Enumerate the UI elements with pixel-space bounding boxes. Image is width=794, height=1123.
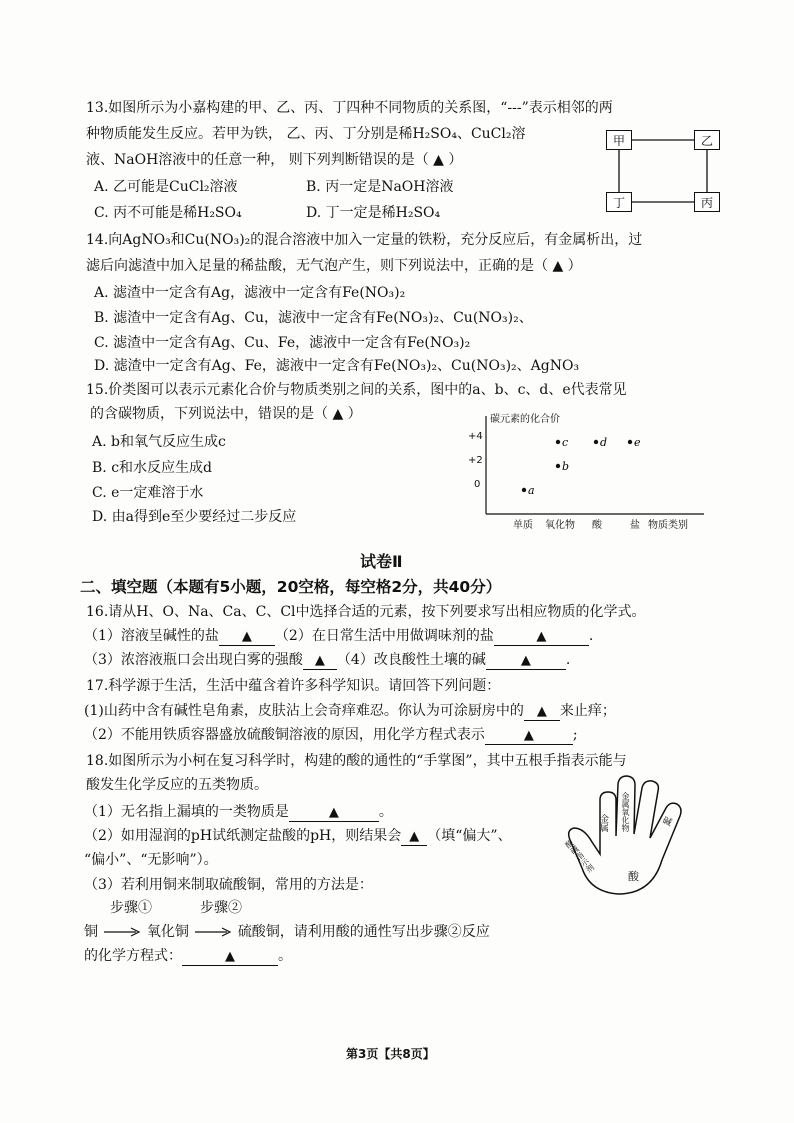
q18-sub3: （3）若利用铜来制取硫酸铜，常用的方法是： — [84, 877, 373, 893]
graph-x-tick: 单质 — [513, 520, 533, 531]
q14-option-b: B. 滤渣中一定含有Ag、Cu，滤液中一定含有Fe(NO₃)₂、Cu(NO₃)₂、 — [94, 310, 533, 326]
q16-sub1: （1）溶液呈碱性的盐 — [84, 628, 219, 644]
q15-option-d: D. 由a得到e至少要经过二步反应 — [92, 509, 297, 525]
period: 。 — [278, 948, 292, 964]
q17-sub1-end: 来止痒； — [559, 703, 616, 719]
q14-line2: 滤后向滤渣中加入足量的稀盐酸，无气泡产生，则下列说法中，正确的是（ ▲ ） — [86, 258, 582, 274]
q18-sub1: （1）无名指上漏填的一类物质是 — [84, 804, 289, 820]
graph-x-tick: 盐 — [630, 520, 640, 531]
graph-x-tick: 酸 — [592, 520, 602, 531]
q13-line2: 种物质能发生反应。若甲为铁， 乙、丙、丁分别是稀H₂SO₄、CuCl₂溶 — [86, 126, 526, 142]
chain-copper-oxide: 氧化铜 — [146, 924, 189, 940]
section-title: 二、填空题（本题有5小题，20空格，每空格2分，共40分） — [80, 578, 502, 596]
graph-point-label: e — [634, 436, 641, 449]
reaction-chain — [84, 922, 490, 942]
answer-blank[interactable] — [486, 652, 566, 670]
graph-point-e — [628, 440, 632, 444]
answer-blank[interactable] — [524, 703, 560, 721]
palm-label: 酸 — [628, 870, 639, 883]
q15-line1: 15.价类图可以表示元素化合价与物质类别之间的关系，图中的a、b、c、d、e代表常见 — [86, 382, 627, 398]
blank-triangle: ▲ — [536, 629, 547, 644]
q14-option-a: A. 滤渣中一定含有Ag，滤液中一定含有Fe(NO₃)₂ — [94, 285, 406, 301]
graph-point-label: c — [562, 436, 569, 449]
graph-axes — [468, 410, 708, 530]
q18-last-row — [84, 946, 292, 966]
blank-triangle: ▲ — [241, 629, 252, 644]
blank-triangle: ▲ — [523, 728, 534, 743]
graph-point-b — [556, 464, 560, 468]
graph-point-d — [594, 440, 598, 444]
blank-triangle: ▲ — [225, 949, 235, 964]
relation-diagram — [606, 124, 720, 216]
q18-sub2: （2）如用湿润的pH试纸测定盐酸的pH，则结果会 — [84, 828, 402, 844]
q18-row2 — [84, 826, 512, 846]
finger-label: 金属氧化物 — [621, 792, 630, 832]
step2-label: 步骤② — [200, 900, 242, 916]
period: 。 — [378, 804, 393, 820]
chain-copper-sulfate: 硫酸铜，请利用酸的通性写出步骤②反应 — [237, 924, 490, 940]
graph-x-tick: 氧化物 — [545, 520, 575, 531]
q13-option-a: A. 乙可能是CuCl₂溶液 — [94, 179, 238, 195]
q18-line1: 18.如图所示为小柯在复习科学时，构建的酸的通性的“手掌图”，其中五根手指表示能与 — [86, 753, 627, 769]
graph-y-title: 碳元素的化合价 — [490, 414, 560, 425]
answer-blank[interactable] — [182, 948, 278, 966]
step1-label: 步骤① — [110, 900, 152, 916]
page-footer: 第3页【共8页】 — [346, 1047, 435, 1061]
q18-last: 的化学方程式： — [84, 948, 182, 964]
q15-option-c: C. e一定难溶于水 — [92, 485, 204, 501]
answer-blank[interactable] — [494, 628, 589, 646]
q15-option-a: A. b和氧气反应生成c — [92, 434, 226, 450]
answer-blank[interactable] — [289, 804, 379, 822]
graph-point-c — [556, 440, 560, 444]
part-title: 试卷Ⅱ — [360, 552, 403, 571]
q17-sub2: （2）不能用铁质容器盛放硫酸铜溶液的原因，用化学方程式表示 — [84, 727, 485, 743]
q13-option-b: B. 丙一定是NaOH溶液 — [306, 179, 454, 195]
box-ding: 丁 — [606, 192, 632, 212]
graph-y-tick: +2 — [468, 455, 483, 466]
q17-row1 — [84, 701, 616, 721]
box-jia: 甲 — [606, 130, 632, 150]
graph-point-label: d — [600, 436, 608, 449]
blank-triangle: ▲ — [536, 704, 547, 719]
q15-option-b: B. c和水反应生成d — [92, 460, 212, 476]
graph-y-tick: +4 — [468, 431, 483, 442]
q13-option-d: D. 丁一定是稀H₂SO₄ — [306, 205, 441, 221]
q16-sub4: （4）改良酸性土壤的碱 — [336, 652, 486, 668]
q17-sub1: (1)山药中含有碱性皂角素，皮肤沾上会奇痒难忍。你认为可涂厨房中的 — [84, 703, 524, 719]
blank-triangle: ▲ — [520, 653, 531, 668]
q16-row2: （3）浓溶液瓶口会出现白雾的强酸 ▲ （4）改良酸性土壤的碱 ▲ . — [84, 652, 571, 668]
box-bing: 丙 — [694, 192, 720, 212]
answer-blank[interactable] — [485, 727, 573, 745]
q13-line1: 13.如图所示为小嘉构建的甲、乙、丙、丁四种不同物质的关系图，“---”表示相邻的两 — [86, 100, 613, 116]
answer-blank[interactable] — [401, 828, 427, 846]
finger-label: 酸碱指示剂 — [563, 837, 596, 875]
q16-sub3: （3）浓溶液瓶口会出现白雾的强酸 — [84, 652, 303, 668]
q18-sub2-hint: （填“偏大”、 — [427, 828, 512, 844]
q18-sub2-hint-cont: “偏小”、“无影响”）。 — [84, 852, 218, 868]
right-arrow-icon — [102, 927, 142, 937]
q14-line1: 14.向AgNO₃和Cu(NO₃)₂的混合溶液中加入一定量的铁粉，充分反应后，有金属析出，过 — [86, 232, 643, 248]
q13-option-c: C. 丙不可能是稀H₂SO₄ — [94, 205, 242, 221]
q13-line3: 液、NaOH溶液中的任意一种， 则下列判断错误的是（ ▲ ） — [86, 152, 463, 168]
blank-triangle: ▲ — [409, 829, 420, 844]
q18-row1 — [84, 802, 393, 822]
blank-triangle: ▲ — [328, 805, 339, 820]
chain-copper: 铜 — [84, 924, 98, 940]
q17-row2: （2）不能用铁质容器盛放硫酸铜溶液的原因，用化学方程式表示 ▲ ; — [84, 727, 578, 743]
graph-point-label: b — [562, 460, 570, 473]
right-arrow-icon — [193, 927, 233, 937]
answer-blank[interactable] — [303, 652, 337, 670]
box-yi: 乙 — [694, 130, 720, 150]
valence-class-graph — [468, 410, 708, 530]
blank-triangle: ▲ — [314, 653, 325, 668]
q15-line2: 的含碳物质，下列说法中，错误的是（ ▲ ） — [90, 406, 362, 422]
q16-sub2: （2）在日常生活中用做调味剂的盐 — [274, 628, 494, 644]
finger-label: 碱 — [659, 814, 673, 827]
q16-line1: 16.请从H、O、Na、Ca、C、Cl中选择合适的元素，按下列要求写出相应物质的化学式。 — [86, 604, 646, 620]
answer-blank[interactable] — [219, 628, 275, 646]
q14-option-c: C. 滤渣中一定含有Ag、Cu、Fe，滤液中一定含有Fe(NO₃)₂ — [94, 335, 471, 351]
graph-point-a — [522, 488, 526, 492]
finger-label: 金属 — [598, 814, 608, 832]
graph-y-tick: 0 — [474, 479, 481, 490]
q18-line2: 酸发生化学反应的五类物质。 — [86, 777, 268, 793]
q14-option-d: D. 滤渣中一定含有Ag、Fe，滤液中一定含有Fe(NO₃)₂、Cu(NO₃)₂、AgNO₃ — [94, 358, 580, 374]
q16-row1: （1）溶液呈碱性的盐 ▲ （2）在日常生活中用做调味剂的盐 ▲ . — [84, 628, 594, 644]
q17-line1: 17.科学源于生活，生活中蕴含着许多科学知识。请回答下列问题： — [86, 678, 501, 694]
graph-x-title: 物质类别 — [648, 520, 688, 531]
hand-diagram — [556, 770, 716, 900]
graph-point-label: a — [528, 484, 535, 497]
